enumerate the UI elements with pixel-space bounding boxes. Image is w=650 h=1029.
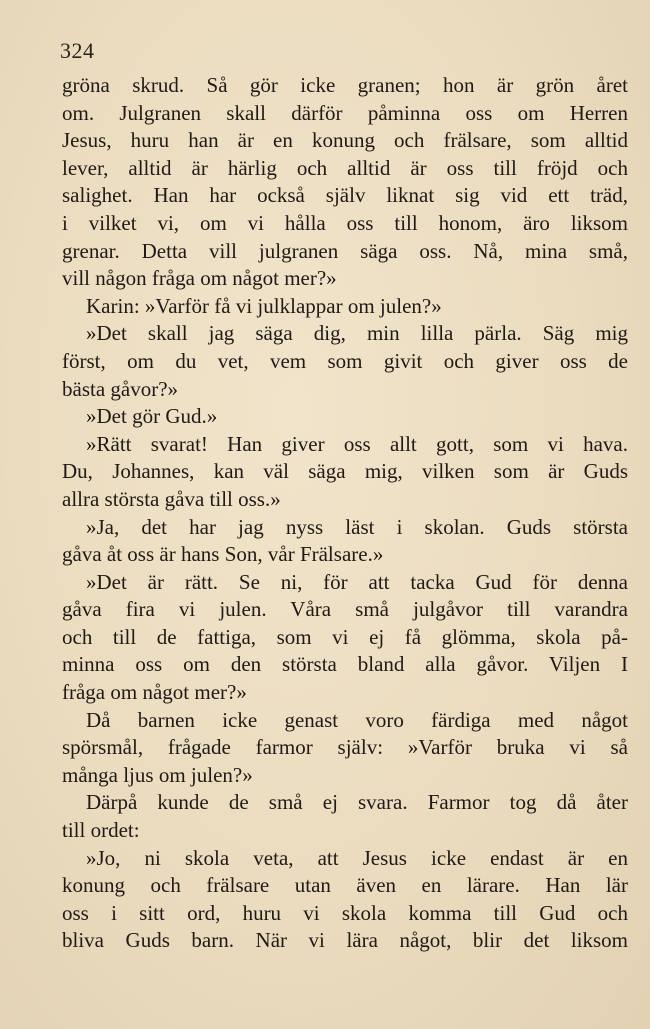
text-line: »Rätt svarat! Han giver oss allt gott, som vi hava. [86,431,628,456]
text-line: vill någon fråga om något mer?» [62,266,337,291]
text-line: gåva åt oss är hans Son, vår Frälsare.» [62,542,384,567]
text-line: fråga om något mer?» [62,680,247,705]
text-line: spörsmål, frågade farmor själv: »Varför bruka vi så [62,735,628,760]
text-line: lever, alltid är härlig och alltid är oss till fröjd och [62,155,628,180]
text-line: »Det är rätt. Se ni, för att tacka Gud för denna [86,569,628,594]
text-line: grenar. Detta vill julgranen säga oss. Nå, mina små, [62,238,628,263]
text-line: minna oss om den största bland alla gåvor. Viljen I [62,652,628,677]
text-line: Karin: »Varför få vi julklappar om julen?» [86,293,442,318]
text-line: salighet. Han har också själv liknat sig vid ett träd, [62,183,628,208]
text-line: bästa gåvor?» [62,376,179,401]
text-line: »Det gör Gud.» [86,404,218,429]
text-line: i vilket vi, om vi hålla oss till honom, äro liksom [62,210,628,235]
text-line: »Jo, ni skola veta, att Jesus icke endast är en [86,845,628,870]
text-line: allra största gåva till oss.» [62,486,281,511]
text-line: bliva Guds barn. När vi lära något, blir det liksom [62,928,628,953]
text-line: och till de fattiga, som vi ej få glömma, skola på- [62,624,628,649]
text-line: gröna skrud. Så gör icke granen; hon är grön året [62,73,628,97]
text-line: Jesus, huru han är en konung och frälsare, som alltid [62,128,628,153]
text-line: konung och frälsare utan även en lärare. Han lär [62,873,628,898]
text-line: Du, Johannes, kan väl säga mig, vilken som är Guds [62,459,628,484]
text-line: Då barnen icke genast voro färdiga med något [86,707,628,732]
text-line: om. Julgranen skall därför påminna oss om Herren [62,100,628,125]
text-line: många ljus om julen?» [62,762,253,787]
text-line: gåva fira vi julen. Våra små julgåvor till varandra [62,597,628,622]
text-line: »Det skall jag säga dig, min lilla pärla. Säg mig [86,321,628,346]
text-line: oss i sitt ord, huru vi skola komma till Gud och [62,900,628,925]
text-line: först, om du vet, vem som givit och giver oss de [62,348,628,373]
body-text [62,72,628,955]
page-number: 324 [60,38,95,63]
text-line: Därpå kunde de små ej svara. Farmor tog då åter [86,790,628,815]
text-line: till ordet: [62,818,140,843]
text-line: »Ja, det har jag nyss läst i skolan. Guds största [86,514,628,539]
